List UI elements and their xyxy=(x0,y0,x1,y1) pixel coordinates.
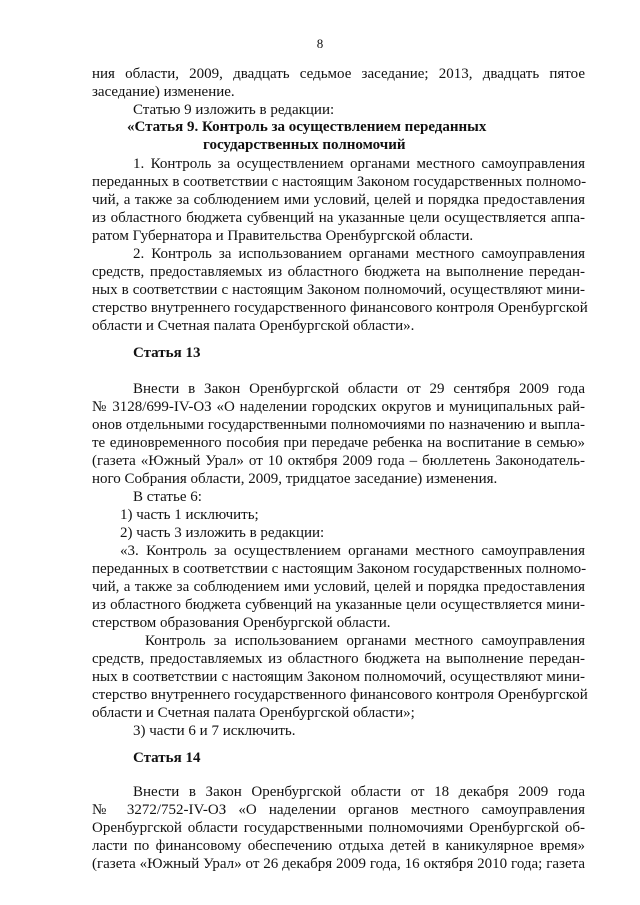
text-line: стерство внутреннего государственного финансового контроля Оренбургской xyxy=(92,300,588,316)
text-line: чий, а также за соблюдением ими условий, целей и порядка предоставления xyxy=(92,579,585,595)
text-line: стерство внутреннего государственного финансового контроля Оренбургской xyxy=(92,687,588,703)
text-line: Оренбургской области государственными полномочиями Оренбургской об- xyxy=(92,820,585,836)
text-line: 2) часть 3 изложить в редакции: xyxy=(120,525,325,541)
text-line: 2. Контроль за использованием органами местного самоуправления xyxy=(133,246,585,262)
text-line: 1. Контроль за осуществлением органами местного самоуправления xyxy=(133,156,585,172)
article-heading: «Статья 9. Контроль за осуществлением переданных xyxy=(127,119,487,135)
page-number: 8 xyxy=(316,36,324,51)
text-line: 3) части 6 и 7 исключить. xyxy=(133,723,296,739)
text-line: ласти по финансовому обеспечению отдыха детей в каникулярное время» xyxy=(92,838,585,854)
text-line: Внести в Закон Оренбургской области от 18 декабря 2009 года xyxy=(133,784,585,800)
text-line: Статью 9 изложить в редакции: xyxy=(133,102,335,118)
text-line: чий, а также за соблюдением ими условий, целей и порядка предоставления xyxy=(92,192,585,208)
text-line: переданных в соответствии с настоящим Законом государственных полномо- xyxy=(92,174,587,190)
text-line: ратом Губернатора и Правительства Оренбургской области. xyxy=(92,228,474,244)
text-line: «3. Контроль за осуществлением органами местного самоуправления xyxy=(120,543,585,559)
text-line: из областного бюджета субвенций на указанные цели осуществляется мини- xyxy=(92,597,585,613)
text-line: ного Собрания области, 2009, тридцатое заседание) изменения. xyxy=(92,471,498,487)
text-line: ных в соответствии с настоящим Законом полномочий, осуществляют мини- xyxy=(92,282,585,298)
text-line: переданных в соответствии с настоящим Законом государственных полномо- xyxy=(92,561,587,577)
text-line: Контроль за использованием органами местного самоуправления xyxy=(145,633,585,649)
article-heading: Статья 13 xyxy=(133,345,201,361)
text-line: стерством образования Оренбургской области. xyxy=(92,615,391,631)
text-line: № 3272/752-IV-ОЗ «О наделении органов местного самоуправления xyxy=(92,802,585,818)
article-heading: государственных полномочий xyxy=(203,137,406,153)
text-line: ния области, 2009, двадцать седьмое заседание; 2013, двадцать пятое xyxy=(92,66,585,82)
text-line: заседание) изменение. xyxy=(92,84,235,100)
article-heading: Статья 14 xyxy=(133,750,201,766)
text-line: (газета «Южный Урал» от 26 декабря 2009 года, 16 октября 2010 года; газета xyxy=(92,856,585,872)
text-line: те единовременного пособия при передаче ребенка на воспитание в семью» xyxy=(92,435,585,451)
text-line: В статье 6: xyxy=(133,489,202,505)
text-line: из областного бюджета субвенций на указанные цели осуществляется аппа- xyxy=(92,210,585,226)
text-line: Внести в Закон Оренбургской области от 29 сентября 2009 года xyxy=(133,381,585,397)
text-line: области и Счетная палата Оренбургской области». xyxy=(92,318,415,334)
text-line: ных в соответствии с настоящим Законом полномочий, осуществляют мини- xyxy=(92,669,585,685)
text-line: 1) часть 1 исключить; xyxy=(120,507,259,523)
text-line: средств, предоставляемых из областного бюджета на выполнение передан- xyxy=(92,264,585,280)
text-line: области и Счетная палата Оренбургской области»; xyxy=(92,705,415,721)
text-line: онов отдельными государственными полномочиями по назначению и выпла- xyxy=(92,417,585,433)
text-line: (газета «Южный Урал» от 10 октября 2009 года – бюллетень Законодатель- xyxy=(92,453,585,469)
text-line: средств, предоставляемых из областного бюджета на выполнение передан- xyxy=(92,651,585,667)
text-line: № 3128/699-IV-ОЗ «О наделении городских округов и муниципальных рай- xyxy=(92,399,585,415)
